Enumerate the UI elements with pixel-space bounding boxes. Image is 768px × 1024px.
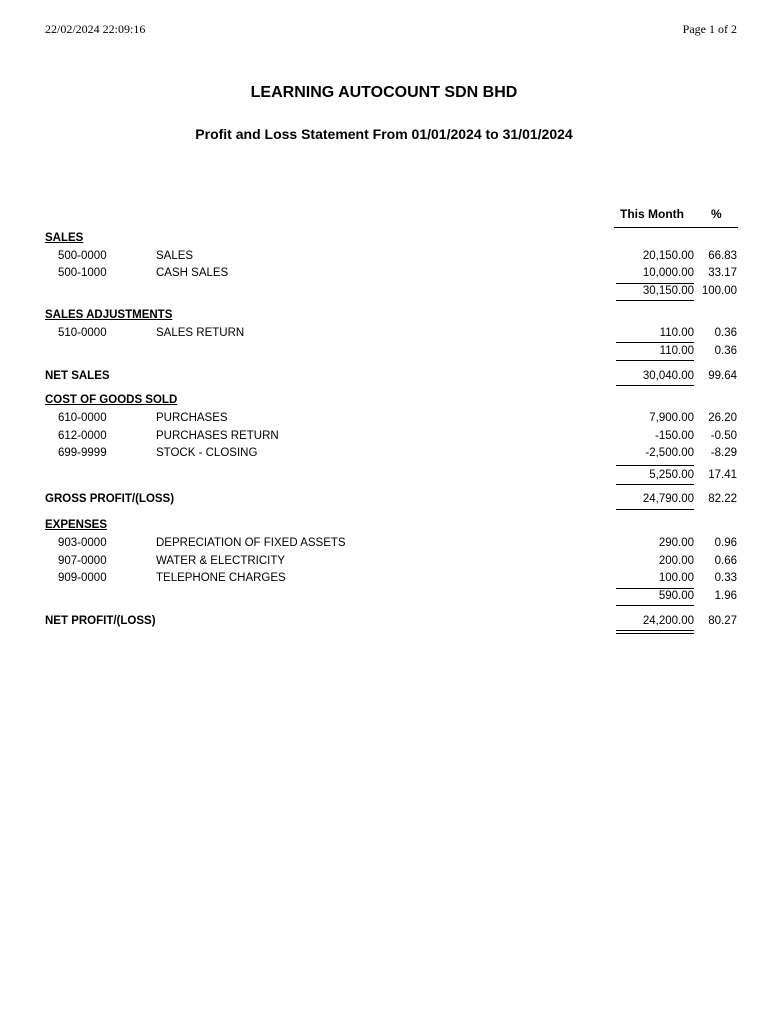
- cogs-total-amount: 5,250.00: [649, 469, 694, 481]
- percent: 33.17: [708, 267, 737, 279]
- account-description: DEPRECIATION OF FIXED ASSETS: [156, 537, 346, 549]
- cogs-total-percent: 17.41: [708, 469, 737, 481]
- percent: 0.33: [714, 572, 737, 584]
- percent: -0.50: [710, 430, 737, 442]
- section-heading-cost-of-goods-sold: COST OF GOODS SOLD: [45, 394, 178, 406]
- subtotal-rule: [616, 605, 694, 606]
- net-profit-label: NET PROFIT/(LOSS): [45, 615, 156, 627]
- account-description: CASH SALES: [156, 267, 229, 279]
- amount: 20,150.00: [642, 250, 694, 262]
- amount: -2,500.00: [645, 447, 694, 459]
- percent: 26.20: [708, 412, 737, 424]
- net-sales-label: NET SALES: [45, 370, 110, 382]
- double-total-rule: [616, 630, 694, 634]
- account-code: 500-0000: [58, 250, 107, 262]
- subtotal-rule: [616, 484, 694, 485]
- account-description: STOCK - CLOSING: [156, 447, 258, 459]
- account-description: SALES RETURN: [156, 327, 245, 339]
- gross-profit-amount: 24,790.00: [642, 493, 694, 505]
- subtotal-rule: [616, 300, 694, 301]
- company-name: LEARNING AUTOCOUNT SDN BHD: [250, 84, 518, 101]
- account-description: WATER & ELECTRICITY: [156, 555, 286, 567]
- amount: 7,900.00: [649, 412, 694, 424]
- account-description: PURCHASES: [156, 412, 228, 424]
- subtotal-rule: [616, 360, 694, 361]
- sales-total-percent: 100.00: [701, 285, 737, 297]
- percent: 66.83: [708, 250, 737, 262]
- report-title: Profit and Loss Statement From 01/01/2024 to 31/01/2024: [195, 126, 573, 142]
- subtotal-rule: [616, 342, 694, 343]
- percent: 0.66: [714, 555, 737, 567]
- net-sales-percent: 99.64: [708, 370, 737, 382]
- subtotal-rule: [616, 283, 694, 284]
- account-description: TELEPHONE CHARGES: [156, 572, 286, 584]
- amount: 10,000.00: [642, 267, 694, 279]
- account-code: 612-0000: [58, 430, 107, 442]
- account-code: 510-0000: [58, 327, 107, 339]
- sales-adjustments-total-percent: 0.36: [714, 345, 737, 357]
- account-code: 500-1000: [58, 267, 107, 279]
- amount: 200.00: [658, 555, 694, 567]
- account-description: SALES: [156, 250, 194, 262]
- net-profit-percent: 80.27: [708, 615, 737, 627]
- net-sales-amount: 30,040.00: [642, 370, 694, 382]
- account-code: 909-0000: [58, 572, 107, 584]
- expenses-total-amount: 590.00: [658, 590, 694, 602]
- amount: 110.00: [659, 327, 694, 339]
- percent: 0.96: [714, 537, 737, 549]
- column-header-rule: [614, 227, 738, 228]
- column-header-this-month: This Month: [620, 207, 684, 221]
- gross-profit-label: GROSS PROFIT/(LOSS): [45, 493, 175, 505]
- subtotal-rule: [616, 588, 694, 589]
- section-heading-sales: SALES: [45, 232, 84, 244]
- column-header-percent: %: [711, 207, 722, 221]
- subtotal-rule: [616, 385, 694, 386]
- amount: -150.00: [654, 430, 694, 442]
- sales-adjustments-total-amount: 110.00: [659, 345, 694, 357]
- account-code: 699-9999: [58, 447, 107, 459]
- amount: 290.00: [658, 537, 694, 549]
- section-heading-sales-adjustments: SALES ADJUSTMENTS: [45, 309, 173, 321]
- amount: 100.00: [658, 572, 694, 584]
- expenses-total-percent: 1.96: [714, 590, 737, 602]
- page-number: Page 1 of 2: [682, 22, 737, 36]
- sales-total-amount: 30,150.00: [642, 285, 694, 297]
- section-heading-expenses: EXPENSES: [45, 519, 107, 531]
- account-code: 903-0000: [58, 537, 107, 549]
- subtotal-rule: [616, 465, 694, 466]
- percent: -8.29: [710, 447, 737, 459]
- account-description: PURCHASES RETURN: [156, 430, 279, 442]
- net-profit-amount: 24,200.00: [642, 615, 694, 627]
- subtotal-rule: [616, 509, 694, 510]
- account-code: 907-0000: [58, 555, 107, 567]
- account-code: 610-0000: [58, 412, 107, 424]
- percent: 0.36: [714, 327, 737, 339]
- report-datetime: 22/02/2024 22:09:16: [45, 22, 146, 36]
- gross-profit-percent: 82.22: [708, 493, 737, 505]
